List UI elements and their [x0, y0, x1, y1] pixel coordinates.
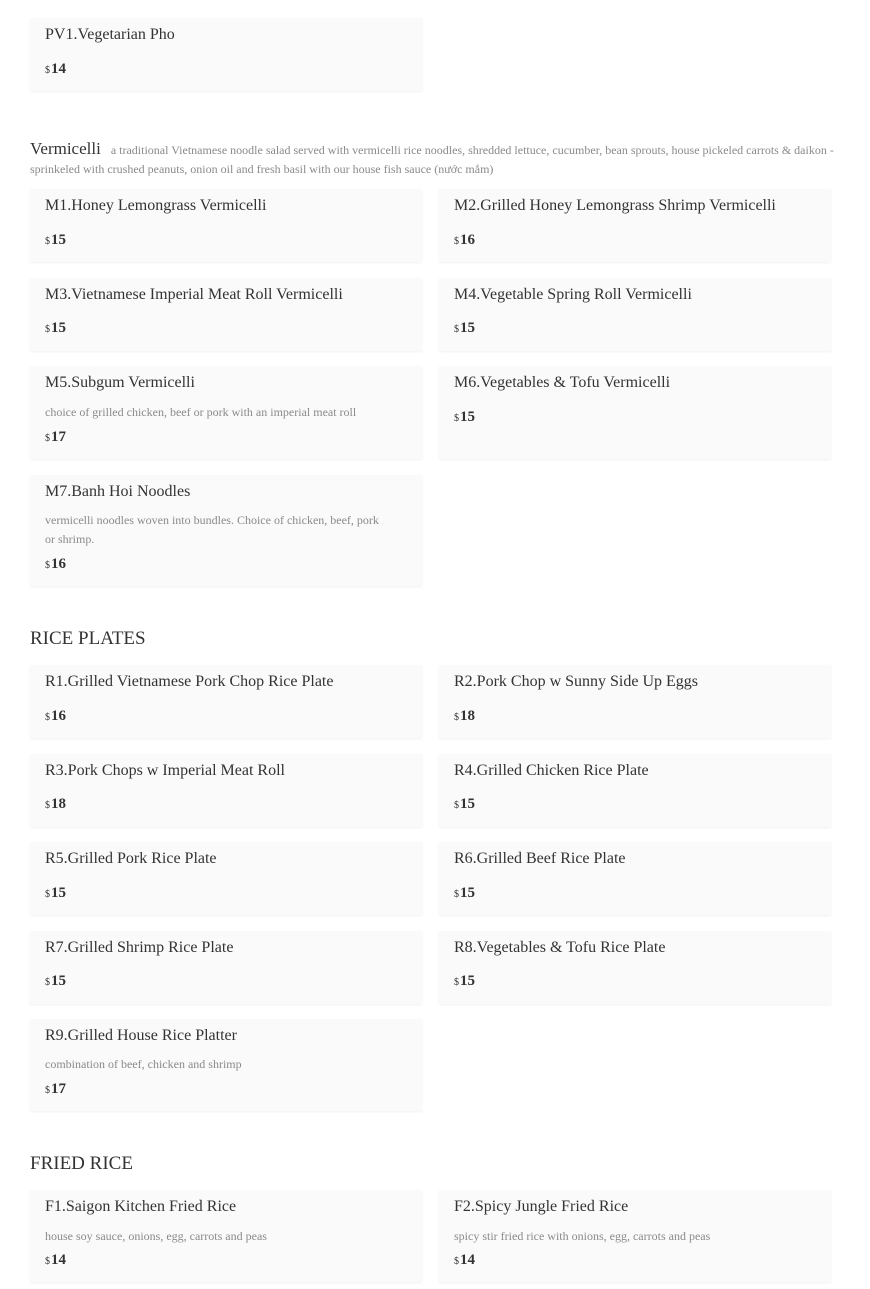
menu-item-name: M4.Vegetable Spring Roll Vermicelli: [454, 286, 692, 303]
menu-item-description: house soy sauce, onions, egg, carrots and peas: [45, 1229, 267, 1243]
menu-item-price: $18: [454, 708, 475, 724]
menu-item-card[interactable]: [30, 1190, 422, 1282]
menu-item-name: F1.Saigon Kitchen Fried Rice: [45, 1198, 237, 1215]
menu-item-price: $15: [45, 320, 66, 336]
menu-item-card[interactable]: [439, 189, 831, 262]
menu-item-name: R4.Grilled Chicken Rice Plate: [454, 762, 649, 779]
menu-item-price: $17: [45, 429, 66, 445]
section-header-vermicelli: [30, 139, 850, 179]
menu-item-price: $16: [45, 708, 66, 724]
menu-item-description: spicy stir fried rice with onions, egg, carrots and peas: [454, 1229, 711, 1243]
menu-item-card[interactable]: [30, 842, 422, 915]
menu-item-card[interactable]: [30, 278, 422, 351]
menu-item-price: $14: [454, 1252, 475, 1268]
menu-item-card[interactable]: [439, 278, 831, 351]
menu-item-name: M5.Subgum Vermicelli: [45, 374, 195, 391]
menu-item-name: M6.Vegetables & Tofu Vermicelli: [454, 374, 671, 391]
menu-item-card[interactable]: [30, 475, 422, 586]
menu-item-name: R7.Grilled Shrimp Rice Plate: [45, 939, 234, 956]
menu-item-name: R6.Grilled Beef Rice Plate: [454, 850, 626, 867]
menu-item-card[interactable]: [30, 189, 422, 262]
menu-item-name: PV1.Vegetarian Pho: [45, 26, 175, 43]
menu-item-card[interactable]: [439, 1190, 831, 1282]
menu-item-name: M3.Vietnamese Imperial Meat Roll Vermicelli: [45, 286, 343, 303]
menu-item-name: R9.Grilled House Rice Platter: [45, 1027, 237, 1044]
menu-item-price: $15: [454, 973, 475, 989]
menu-item-card[interactable]: [30, 366, 422, 459]
menu-item-description: combination of beef, chicken and shrimp: [45, 1057, 242, 1071]
menu-item-name: M2.Grilled Honey Lemongrass Shrimp Vermicelli: [454, 197, 776, 214]
menu-item-name: R8.Vegetables & Tofu Rice Plate: [454, 939, 666, 956]
menu-item-name: R2.Pork Chop w Sunny Side Up Eggs: [454, 673, 699, 690]
menu-item-price: $14: [45, 1252, 66, 1268]
menu-item-price: $15: [45, 885, 66, 901]
menu-item-price: $18: [45, 796, 66, 812]
menu-item-card[interactable]: [439, 366, 831, 459]
menu-item-name: R1.Grilled Vietnamese Pork Chop Rice Plate: [45, 673, 334, 690]
menu-item-price: $15: [454, 796, 475, 812]
menu-item-description: choice of grilled chicken, beef or pork with an imperial meat roll: [45, 405, 357, 419]
menu-item-card[interactable]: [30, 665, 422, 738]
menu-item-price: $15: [454, 885, 475, 901]
menu-item-card[interactable]: [30, 754, 422, 827]
menu-item-name: M7.Banh Hoi Noodles: [45, 483, 191, 500]
section-title-rice-plates: RICE PLATES: [30, 628, 146, 649]
menu-item-card[interactable]: [439, 842, 831, 915]
menu-item-name: M1.Honey Lemongrass Vermicelli: [45, 197, 267, 214]
menu-item-card[interactable]: [439, 754, 831, 827]
menu-item-name: R5.Grilled Pork Rice Plate: [45, 850, 217, 867]
section-title: Vermicelli: [30, 139, 101, 158]
menu-item-card[interactable]: [30, 18, 422, 91]
menu-item-price: $16: [454, 232, 475, 248]
menu-item-name: F2.Spicy Jungle Fried Rice: [454, 1198, 629, 1215]
menu-item-price: $15: [45, 973, 66, 989]
menu-item-price: $14: [45, 61, 66, 77]
menu-item-price: $16: [45, 556, 66, 572]
menu-item-price: $15: [45, 232, 66, 248]
menu-item-card[interactable]: [30, 1019, 422, 1111]
menu-item-name: R3.Pork Chops w Imperial Meat Roll: [45, 762, 285, 779]
menu-item-description: vermicelli noodles woven into bundles. Choice of chicken, beef, pork or shrimp.: [45, 513, 379, 546]
menu-item-card[interactable]: [439, 931, 831, 1004]
menu-item-price: $15: [454, 409, 475, 425]
section-description: a traditional Vietnamese noodle salad served with vermicelli rice noodles, shredded lettuce, cucumber, bean sprouts, house pickeled carrots & daikon - sprinkeled with crushed peanuts, onion oil and fresh basil with our house fish sauce (nước mắm): [30, 143, 834, 176]
menu-item-price: $15: [454, 320, 475, 336]
menu-item-card[interactable]: [439, 665, 831, 738]
section-title-fried-rice: FRIED RICE: [30, 1153, 133, 1174]
cut-off-text-line: [30, 0, 630, 2]
menu-item-card[interactable]: [30, 931, 422, 1004]
menu-item-price: $17: [45, 1081, 66, 1097]
